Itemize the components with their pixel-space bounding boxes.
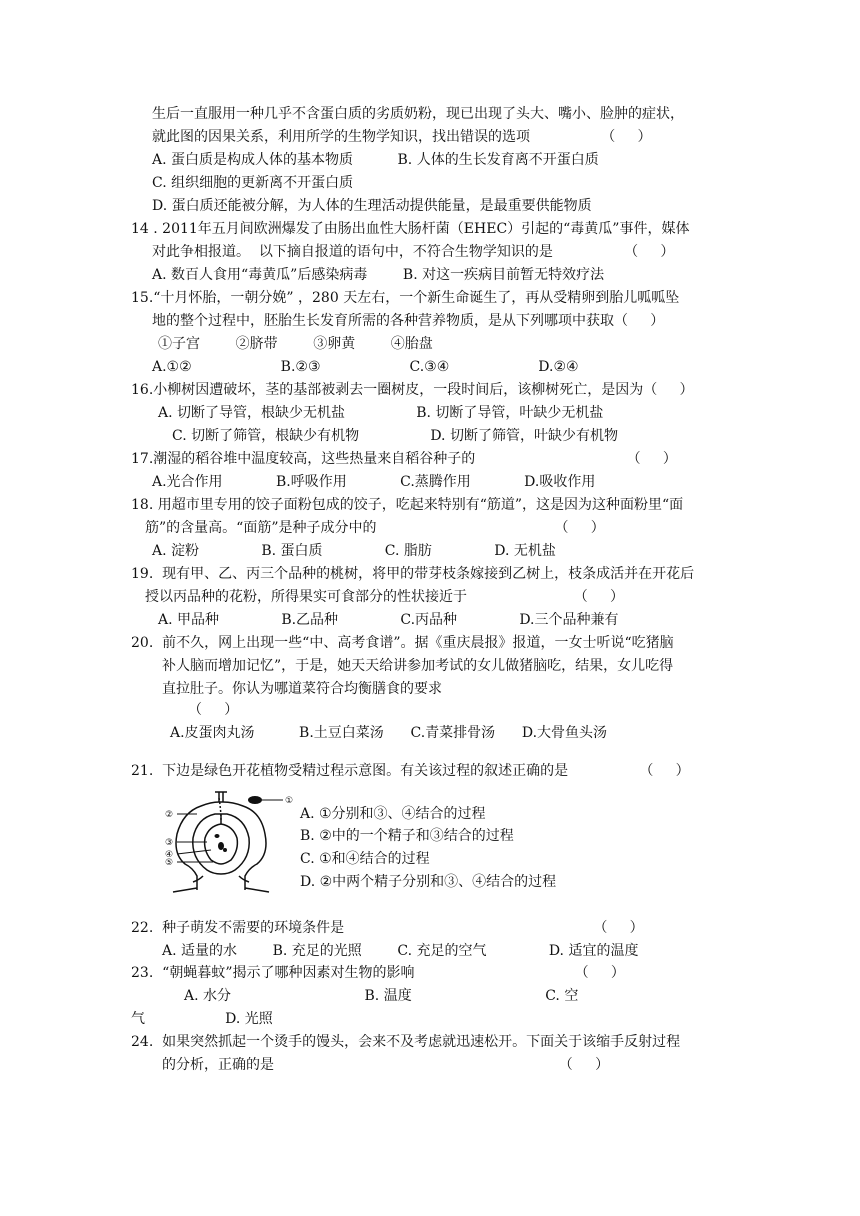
q17-options: A.光合作用 B.呼吸作用 C.蒸腾作用 D.吸收作用 bbox=[152, 474, 596, 490]
label-4: ④ bbox=[165, 850, 174, 860]
q21-option-c: C. ①和④结合的过程 bbox=[300, 851, 430, 867]
q16-options-ab: A. 切断了导管，根缺少无机盐 B. 切断了导管，叶缺少无机盐 bbox=[158, 405, 604, 421]
q13-option-ab: A. 蛋白质是构成人体的基本物质 B. 人体的生长发育离不开蛋白质 bbox=[152, 152, 599, 168]
label-5: ⑤ bbox=[165, 858, 174, 868]
label-3: ③ bbox=[165, 838, 174, 848]
q23-options-line-2: 气 D. 光照 bbox=[131, 1011, 273, 1027]
q19-stem-line-2: 授以丙品种的花粉，所得果实可食部分的性状接近于 （ ） bbox=[145, 589, 625, 605]
q15-stem-line-2: 地的整个过程中，胚胎生长发育所需的各种营养物质，是从下列哪项中获取（ ） bbox=[152, 313, 665, 329]
q18-options: A. 淀粉 B. 蛋白质 C. 脂肪 D. 无机盐 bbox=[152, 543, 556, 559]
q17-stem: 17.潮湿的稻谷堆中温度较高，这些热量来自稻谷种子的 （ ） bbox=[131, 451, 677, 467]
q15-items: ①子宫 ②脐带 ③卵黄 ④胎盘 bbox=[158, 336, 433, 352]
q16-stem: 16.小柳树因遭破坏，茎的基部被剥去一圈树皮，一段时间后，该柳树死亡，是因为（ ） bbox=[131, 382, 694, 398]
q14-options: A. 数百人食用“毒黄瓜”后感染病毒 B. 对这一疾病目前暂无特效疗法 bbox=[152, 267, 605, 283]
q15-stem-line-1: 15.“十月怀胎，一朝分娩” ，280 天左右，一个新生命诞生了，再从受精卵到胎儿呱呱坠 bbox=[131, 290, 680, 306]
q18-stem-line-1: 18. 用超市里专用的饺子面粉包成的饺子，吃起来特别有“筋道”，这是因为这种面粉里“面 bbox=[131, 497, 684, 513]
q14-stem-line-1: 14 . 2011年五月间欧洲爆发了由肠出血性大肠杆菌（EHEC）引起的“毒黄瓜”事件，媒体 bbox=[131, 221, 690, 237]
q21-option-a: A. ①分别和③、④结合的过程 bbox=[300, 806, 486, 822]
q19-options: A. 甲品种 B.乙品种 C.丙品种 D.三个品种兼有 bbox=[158, 612, 619, 628]
q19-stem-line-1: 19. 现有甲、乙、丙三个品种的桃树，将甲的带芽枝条嫁接到乙树上，枝条成活并在开花后 bbox=[131, 566, 695, 582]
q14-stem-line-2: 对此争相报道。 以下摘自报道的语句中，不符合生物学知识的是 （ ） bbox=[152, 244, 675, 260]
q20-answer-bracket: （ ） bbox=[188, 702, 239, 718]
q20-stem-line-2: 补人脑而增加记忆”，于是，她天天给讲参加考试的女儿做猪脑吃，结果，女儿吃得 bbox=[162, 658, 674, 674]
q20-stem-line-3: 直拉肚子。你认为哪道菜符合均衡膳食的要求 bbox=[162, 681, 442, 697]
q16-options-cd: C. 切断了筛管，根缺少有机物 D. 切断了筛管，叶缺少有机物 bbox=[172, 428, 618, 444]
q21-option-d: D. ②中两个精子分别和③、④结合的过程 bbox=[300, 874, 557, 890]
q13-stem-line-2: 就此图的因果关系，利用所学的生物学知识，找出错误的选项 （ ） bbox=[152, 129, 652, 145]
q13-option-c: C. 组织细胞的更新离不开蛋白质 bbox=[152, 175, 354, 191]
fertilization-diagram bbox=[163, 790, 298, 895]
q22-options: A. 适量的水 B. 充足的光照 C. 充足的空气 D. 适宜的温度 bbox=[162, 943, 639, 959]
label-2: ② bbox=[165, 810, 174, 820]
q23-stem: 23. “朝蝇暮蚊”揭示了哪种因素对生物的影响 （ ） bbox=[131, 965, 625, 981]
q21-option-b: B. ②中的一个精子和③结合的过程 bbox=[300, 828, 514, 844]
q24-stem-line-1: 24. 如果突然抓起一个烫手的馒头，会来不及考虑就迅速松开。下面关于该缩手反射过程 bbox=[131, 1034, 681, 1050]
q15-options: A.①② B.②③ C.③④ D.②④ bbox=[152, 359, 579, 375]
q22-stem: 22. 种子萌发不需要的环境条件是 （ ） bbox=[131, 920, 644, 936]
q21-stem: 21. 下边是绿色开花植物受精过程示意图。有关该过程的叙述正确的是 （ ） bbox=[131, 763, 690, 779]
q24-stem-line-2: 的分析，正确的是 （ ） bbox=[162, 1057, 610, 1073]
q20-stem-line-1: 20. 前不久，网上出现一些“中、高考食谱”。据《重庆晨报》报道，一女士听说“吃猪脑 bbox=[131, 635, 674, 651]
q13-option-d: D. 蛋白质还能被分解，为人体的生理活动提供能量，是最重要供能物质 bbox=[152, 198, 592, 214]
q18-stem-line-2: 筋”的含量高。“面筋”是种子成分中的 （ ） bbox=[145, 520, 605, 536]
q13-stem-line-1: 生后一直服用一种几乎不含蛋白质的劣质奶粉，现已出现了头大、嘴小、脸肿的症状， bbox=[152, 106, 684, 122]
q20-options: A.皮蛋肉丸汤 B.土豆白菜汤 C.青菜排骨汤 D.大骨鱼头汤 bbox=[170, 725, 608, 741]
q23-options-line-1: A. 水分 B. 温度 C. 空 bbox=[184, 988, 579, 1004]
label-1: ① bbox=[285, 796, 294, 806]
